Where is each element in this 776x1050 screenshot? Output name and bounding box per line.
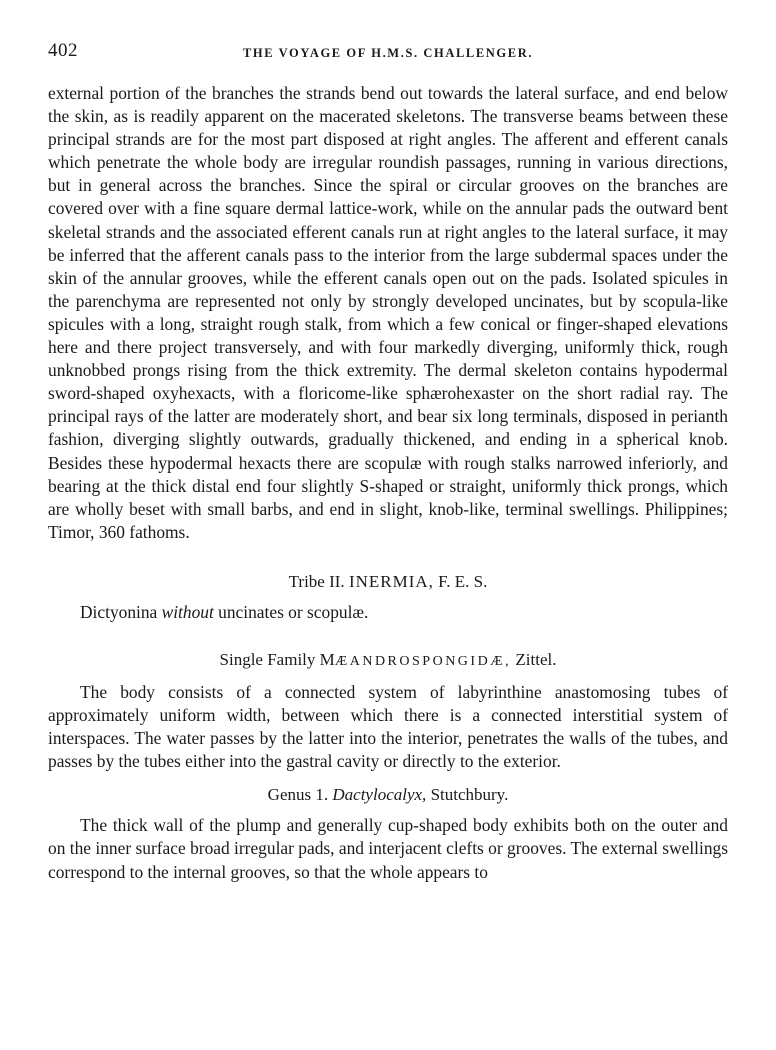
tribe-description-start: Dictyonina bbox=[80, 601, 162, 622]
tribe-heading bbox=[48, 570, 728, 593]
genus-author: Stutchbury. bbox=[426, 785, 509, 805]
genus-description: The thick wall of the plump and generally cup-shaped body exhibits both on the outer and on the inner surface broad irregular pads, and interjacent clefts or grooves. The external swellings correspond to the internal grooves, so that the whole appears to bbox=[48, 815, 728, 882]
tribe-description bbox=[48, 601, 728, 624]
tribe-description-italic: without bbox=[161, 601, 214, 622]
genus-prefix: Genus 1. bbox=[267, 785, 333, 805]
genus-name: Dactylocalyx, bbox=[332, 785, 427, 805]
page-header bbox=[48, 40, 728, 70]
page-number: 402 bbox=[48, 40, 78, 61]
tribe-name: INERMIA, bbox=[348, 571, 434, 591]
paragraph-continued: external portion of the branches the strands bend out towards the lateral surface, and end below the skin, as is readily apparent on the macerated skeletons. The transverse beams between these principal strands are for the most part disposed at right angles. The afferent and efferent canals which penetrate the whole body are irregular roundish passages, running in various directions, but in general across the branches. Since the spiral or circular grooves on the branches are covered over with a fine square dermal lattice-work, while on the annular pads the outward bent skeletal strands and the associated efferent canals run at right angles to the lateral surface, it may be inferred that the afferent canals pass to the interior from the large subdermal spaces under the skin of the annular grooves, while the efferent canals open out on the pads. Isolated spicules in the parenchyma are represented not only by strongly developed uncinates, but by scopula-like spicules with a long, straight rough stalk, from which a few conical or finger-shaped elevations here and there project transversely, and with four markedly diverging, uniformly thick, rough unknobbed prongs rising from the thick extremity. The dermal skeleton contains hypodermal sword-shaped oxyhexacts, with a floricome-like sphærohexaster on the short radial ray. The principal rays of the latter are moderately short, and bear six long terminals, disposed in perianth fashion, diverging slightly outwards, gradually thickened, and ending in a spherical knob. Besides these hypodermal hexacts there are scopulæ with rough stalks narrowed inferiorly, and bearing at the thick distal end four slightly S-shaped or straight, uniformly thick prongs, which are wholly beset with small barbs, and end in slight, knob-like, terminal swellings. Philippines; Timor, 360 fathoms. bbox=[48, 83, 728, 542]
tribe-description-end: uncinates or scopulæ. bbox=[213, 601, 369, 622]
tribe-prefix: Tribe II. bbox=[288, 571, 345, 591]
family-author: Zittel. bbox=[511, 649, 557, 669]
family-name: ÆANDROSPONGIDÆ, bbox=[334, 653, 512, 669]
family-description: The body consists of a connected system of labyrinthine anastomosing tubes of approximately uniform width, between which there is a connected interstitial system of interspaces. The water passes by the latter into the interior, penetrates the walls of the tubes, and passes by the tubes either into the gastral cavity or directly to the exterior. bbox=[48, 681, 728, 772]
family-prefix: Single Family bbox=[219, 649, 320, 669]
running-title: THE VOYAGE OF H.M.S. CHALLENGER. bbox=[242, 46, 534, 60]
family-heading bbox=[48, 648, 728, 673]
tribe-author: F. E. S. bbox=[438, 571, 488, 591]
family-initial: M bbox=[319, 649, 335, 669]
body-text bbox=[48, 82, 728, 884]
genus-heading bbox=[48, 783, 728, 806]
